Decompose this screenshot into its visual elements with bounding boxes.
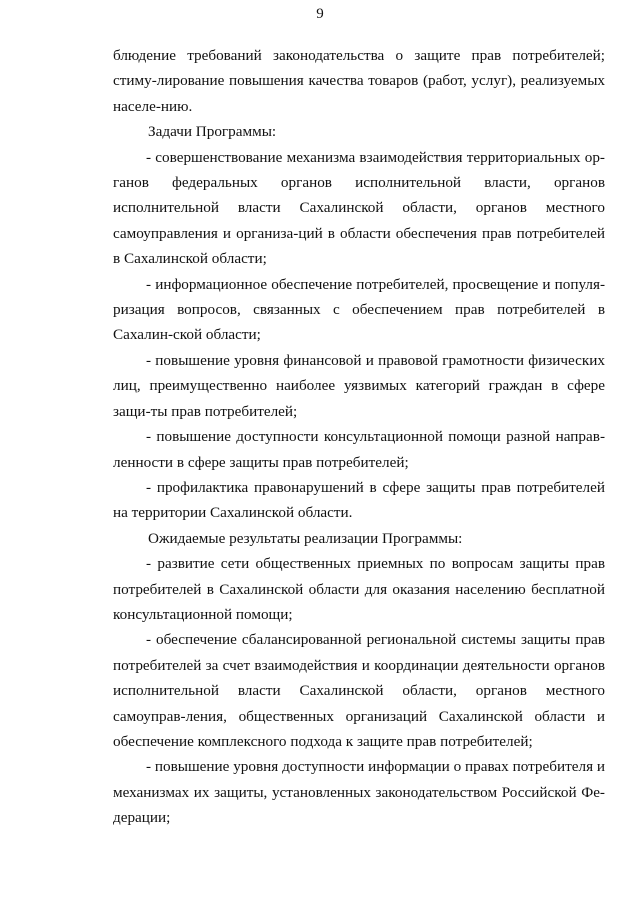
list-item: - повышение уровня доступности информации о правах потребителя и механизмах их защиты, установленных законодательством Российской Фе-дерации; [113, 758, 605, 827]
list-item: - обеспечение сбалансированной региональной системы защиты прав потребителей за счет взаимодействия и координации деятельности органов исполнительной власти Сахалинской области, органов местного самоуправ-ления, общественных организаций Сахалинской области и обеспечение комплексного подхода к защите прав потребителей; [113, 631, 605, 750]
list-item: - профилактика правонарушений в сфере защиты прав потребителей на территории Сахалинской области. [113, 478, 605, 522]
list-item: - совершенствование механизма взаимодействия территориальных ор-ганов федеральных органов исполнительной власти, органов исполнительной власти Сахалинской области, органов местного самоуправления и организа-ций в области обеспечения прав потребителей в Сахалинской области; [113, 148, 605, 268]
section-heading-results: Ожидаемые результаты реализации Программы: [148, 529, 463, 547]
list-item: - развитие сети общественных приемных по вопросам защиты прав потребителей в Сахалинской области для оказания населению бесплатной консультационной помощи; [113, 555, 605, 623]
list-item: - информационное обеспечение потребителей, просвещение и популя-ризация вопросов, связанных с обеспечением прав потребителей в Сахалин-ской области; [113, 275, 605, 344]
list-item: - повышение доступности консультационной помощи разной направ-ленности в сфере защиты прав потребителей; [113, 428, 605, 471]
paragraph-continuation: блюдение требований законодательства о защите прав потребителей; стиму-лирование повышения качества товаров (работ, услуг), реализуемых населе-нию. [113, 47, 605, 115]
document-body [113, 43, 605, 831]
section-heading-tasks: Задачи Программы: [148, 123, 277, 141]
page-number: 9 [316, 6, 324, 22]
list-item: - повышение уровня финансовой и правовой грамотности физических лиц, преимущественно наиболее уязвимых категорий граждан в сфере защи-ты прав потребителей; [113, 351, 605, 420]
